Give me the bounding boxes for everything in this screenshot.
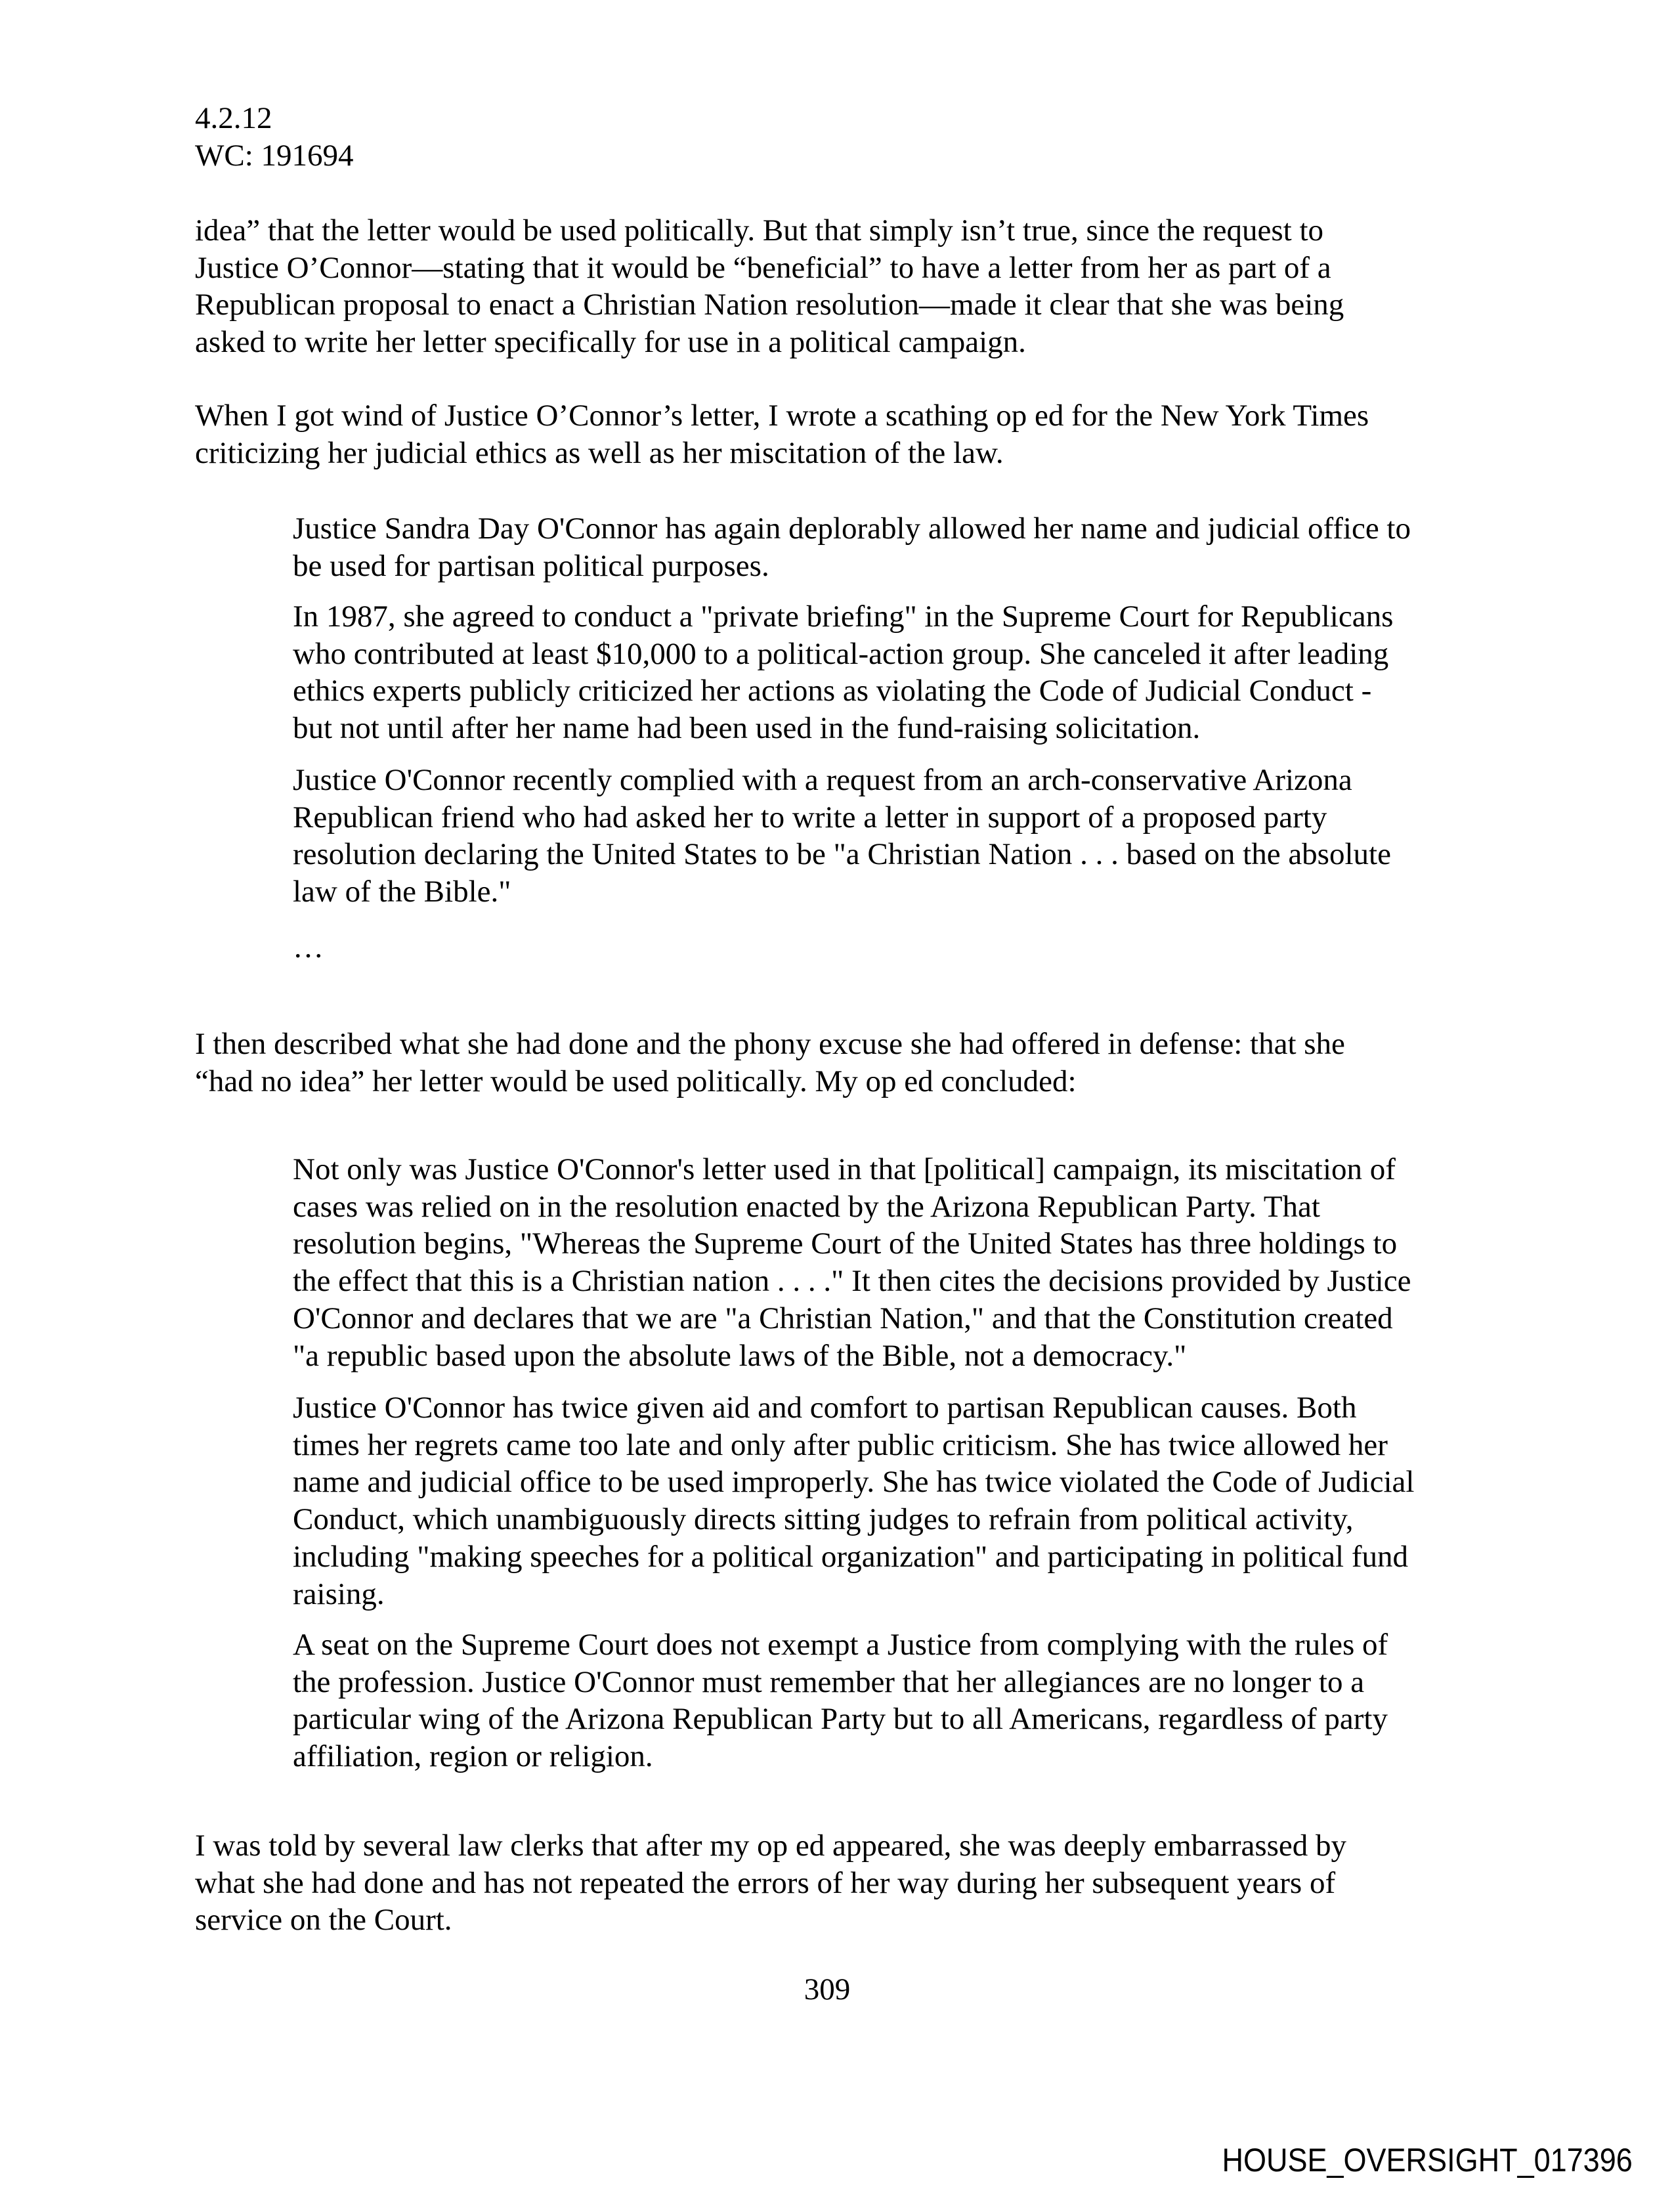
block-quote-paragraph (293, 1389, 1414, 1613)
paragraph (195, 1827, 1346, 1939)
text-line: the profession. Justice O'Connor must remember that her allegiances are no longer to a (293, 1664, 1365, 1699)
bates-number: HOUSE_OVERSIGHT_017396 (1222, 2142, 1633, 2179)
block-quote-paragraph (293, 598, 1393, 747)
text-line: raising. (293, 1576, 385, 1611)
text-line: be used for partisan political purposes. (293, 548, 769, 583)
text-line: Republican proposal to enact a Christian Nation resolution—made it clear that she was being (195, 288, 1344, 322)
header-word-count: WC: 191694 (195, 138, 354, 173)
text-line: A seat on the Supreme Court does not exempt a Justice from complying with the rules of (293, 1628, 1388, 1662)
block-quote-paragraph (293, 762, 1391, 911)
block-quote-ellipsis: … (293, 930, 324, 965)
text-line: times her regrets came too late and only after public criticism. She has twice allowed her (293, 1427, 1388, 1462)
text-line: but not until after her name had been used in the fund-raising solicitation. (293, 711, 1201, 746)
text-line: service on the Court. (195, 1903, 452, 1938)
text-line: Justice O’Connor—stating that it would be “beneficial” to have a letter from her as part of a (195, 250, 1331, 285)
text-line: “had no idea” her letter would be used politically. My op ed concluded: (195, 1064, 1077, 1098)
text-line: ethics experts publicly criticized her actions as violating the Code of Judicial Conduct - (293, 674, 1372, 708)
text-line: I then described what she had done and the phony excuse she had offered in defense: that she (195, 1027, 1345, 1061)
text-line: Republican friend who had asked her to write a letter in support of a proposed party (293, 800, 1327, 835)
text-line: In 1987, she agreed to conduct a "private briefing" in the Supreme Court for Republicans (293, 599, 1394, 634)
text-line: the effect that this is a Christian nation . . . ." It then cites the decisions provided by Justice (293, 1264, 1411, 1299)
text-line: name and judicial office to be used improperly. She has twice violated the Code of Judicial (293, 1465, 1415, 1500)
text-line: idea” that the letter would be used politically. But that simply isn’t true, since the request to (195, 213, 1324, 248)
text-line: criticizing her judicial ethics as well as her miscitation of the law. (195, 435, 1004, 470)
text-line: who contributed at least $10,000 to a political-action group. She canceled it after leading (293, 636, 1389, 671)
paragraph (195, 397, 1369, 471)
block-quote-paragraph (293, 510, 1411, 584)
text-line: Justice O'Connor has twice given aid and comfort to partisan Republican causes. Both (293, 1391, 1357, 1425)
text-line: Justice Sandra Day O'Connor has again deplorably allowed her name and judicial office to (293, 511, 1411, 546)
text-line: "a republic based upon the absolute laws of the Bible, not a democracy." (293, 1338, 1187, 1373)
paragraph (195, 1026, 1345, 1100)
text-line: resolution begins, "Whereas the Supreme Court of the United States has three holdings to (293, 1226, 1398, 1261)
header-date: 4.2.12 (195, 101, 272, 135)
text-line: O'Connor and declares that we are "a Christian Nation," and that the Constitution created (293, 1301, 1393, 1335)
text-line: I was told by several law clerks that after my op ed appeared, she was deeply embarrassed by (195, 1829, 1347, 1863)
page-number: 309 (804, 1972, 851, 2006)
text-line: Justice O'Connor recently complied with a request from an arch-conservative Arizona (293, 763, 1352, 797)
block-quote-paragraph (293, 1626, 1388, 1775)
text-line: affiliation, region or religion. (293, 1739, 653, 1774)
text-line: law of the Bible." (293, 875, 511, 909)
document-header (195, 100, 354, 174)
text-line: Not only was Justice O'Connor's letter used in that [political] campaign, its miscitation of (293, 1152, 1396, 1186)
text-line: cases was relied on in the resolution enacted by the Arizona Republican Party. That (293, 1189, 1320, 1224)
text-line: Conduct, which unambiguously directs sitting judges to refrain from political activity, (293, 1502, 1354, 1537)
paragraph (195, 212, 1344, 361)
text-line: what she had done and has not repeated the errors of her way during her subsequent years of (195, 1865, 1336, 1900)
text-line: When I got wind of Justice O’Connor’s letter, I wrote a scathing op ed for the New York Times (195, 399, 1369, 433)
text-line: resolution declaring the United States to be "a Christian Nation . . . based on the absolute (293, 837, 1391, 872)
block-quote-paragraph (293, 1151, 1411, 1374)
text-line: asked to write her letter specifically for use in a political campaign. (195, 325, 1026, 360)
text-line: including "making speeches for a political organization" and participating in political fund (293, 1539, 1408, 1574)
text-line: particular wing of the Arizona Republican Party but to all Americans, regardless of party (293, 1702, 1388, 1737)
